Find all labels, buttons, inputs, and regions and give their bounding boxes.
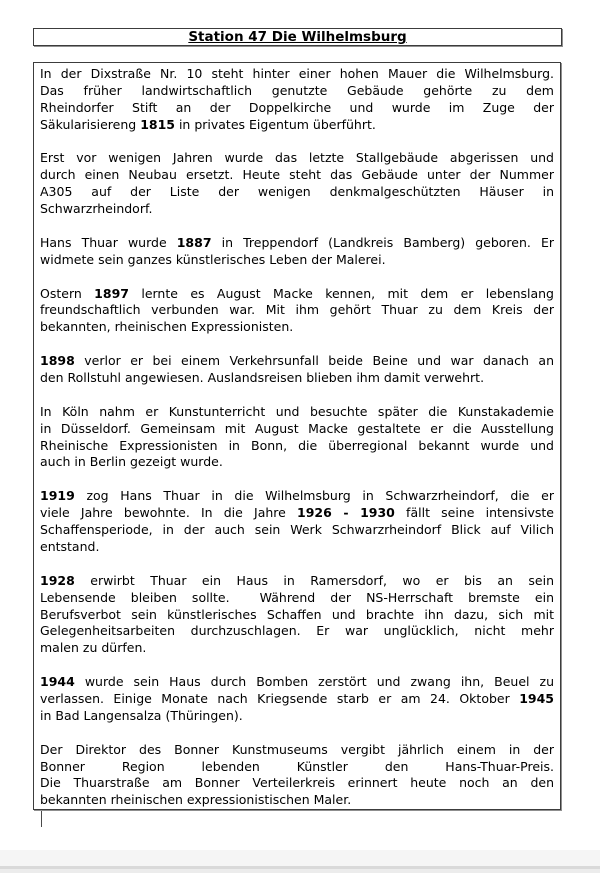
text-line: 1928 erwirbt Thuar ein Haus in Ramersdorf, wo er bis an sein [40,572,554,588]
text-line: Schaffensperiode, in der auch sein Werk Schwarzrheindorf Blick auf Vilich [40,522,554,538]
paragraph [40,66,554,134]
main-text-box[interactable] [33,62,561,810]
text-line: Erst vor wenigen Jahren wurde das letzte Stallgebäude abgerissen und [40,150,554,166]
text-line: Berufsverbot sein künstlerisches Schaffen und brachte ihn dazu, sich mit [40,606,554,622]
text-line: Schwarzrheindorf. [40,201,153,217]
text-line: auch in Berlin gezeigt wurde. [40,454,223,470]
text-line: Lebensende bleiben sollte. Während der NS-Herrschaft bremste ein [40,589,554,605]
text-line: in Düsseldorf. Gemeinsam mit August Macke gestaltete er die Ausstellung [40,420,554,436]
paragraph [40,150,554,218]
text-line: In der Dixstraße Nr. 10 steht hinter einer hohen Mauer die Wilhelmsburg. [40,66,554,81]
text-line: 1919 zog Hans Thuar in die Wilhelmsburg in Schwarzrheindorf, die er [40,488,554,504]
text-line: Säkularisiereng 1815 in privates Eigentum überführt. [40,116,376,132]
text-line: Gelegenheitsarbeiten durchzuschlagen. Er war unglücklich, nicht mehr [40,623,554,639]
paragraph [40,488,554,556]
paragraph [40,742,554,810]
text-line: In Köln nahm er Kunstunterricht und besuchte später die Kunstakademie [40,403,554,419]
bottom-scrollbar-track[interactable] [0,850,600,866]
text-line: in Bad Langensalza (Thüringen). [40,707,243,723]
body-text [40,66,554,809]
text-line: entstand. [40,538,100,554]
paragraph [40,573,554,657]
text-line: Die Thuarstraße am Bonner Verteilerkreis erinnert heute noch an den [40,775,554,791]
text-line: Das früher landwirtschaftlich genutzte Gebäude gehörte zu dem [40,82,554,98]
text-line: A305 auf der Liste der wenigen denkmalgeschützten Häuser in [40,184,554,200]
text-line: bekannten, rheinischen Expressionisten. [40,319,294,335]
text-line: den Rollstuhl angewiesen. Auslandsreisen blieben ihm damit verwehrt. [40,370,485,386]
text-cursor [41,811,42,827]
paragraph [40,353,554,387]
text-line: bekannten rheinischen expressionistischen Maler. [40,792,352,808]
text-line: Rheinische Expressionisten in Bonn, die überregional bekannt wurde und [40,437,554,453]
text-line: durch einen Neubau ersetzt. Heute steht das Gebäude unter der Nummer [40,167,554,183]
paragraph [40,674,554,725]
text-line: 1944 wurde sein Haus durch Bomben zerstört und zwang ihn, Beuel zu [40,674,554,690]
text-line: freundschaftlich verbunden war. Mit ihm gehört Thuar zu dem Kreis der [40,302,554,318]
text-line: verlassen. Einige Monate nach Kriegsende starb er am 24. Oktober 1945 [40,690,554,706]
text-line: Ostern 1897 lernte es August Macke kennen, mit dem er lebenslang [40,285,554,301]
window-bottom-strip [0,869,600,873]
paragraph [40,235,554,269]
paragraph [40,404,554,472]
text-line: widmete sein ganzes künstlerisches Leben der Malerei. [40,251,386,267]
text-line: Rheindorfer Stift an der Doppelkirche und wurde im Zuge der [40,99,554,115]
title-box[interactable] [33,28,562,46]
text-line: malen zu dürfen. [40,640,147,656]
text-line: Der Direktor des Bonner Kunstmuseums vergibt jährlich einem in der [40,741,554,757]
page-title: Station 47 Die Wilhelmsburg [188,29,407,45]
text-line: Bonner Region lebenden Künstler den Hans-Thuar-Preis. [40,758,554,774]
text-line: viele Jahre bewohnte. In die Jahre 1926 - 1930 fällt seine intensivste [40,505,554,521]
text-line: 1898 verlor er bei einem Verkehrsunfall beide Beine und war danach an [40,353,554,369]
text-line: Hans Thuar wurde 1887 in Treppendorf (Landkreis Bamberg) geboren. Er [40,234,554,250]
paragraph [40,286,554,337]
